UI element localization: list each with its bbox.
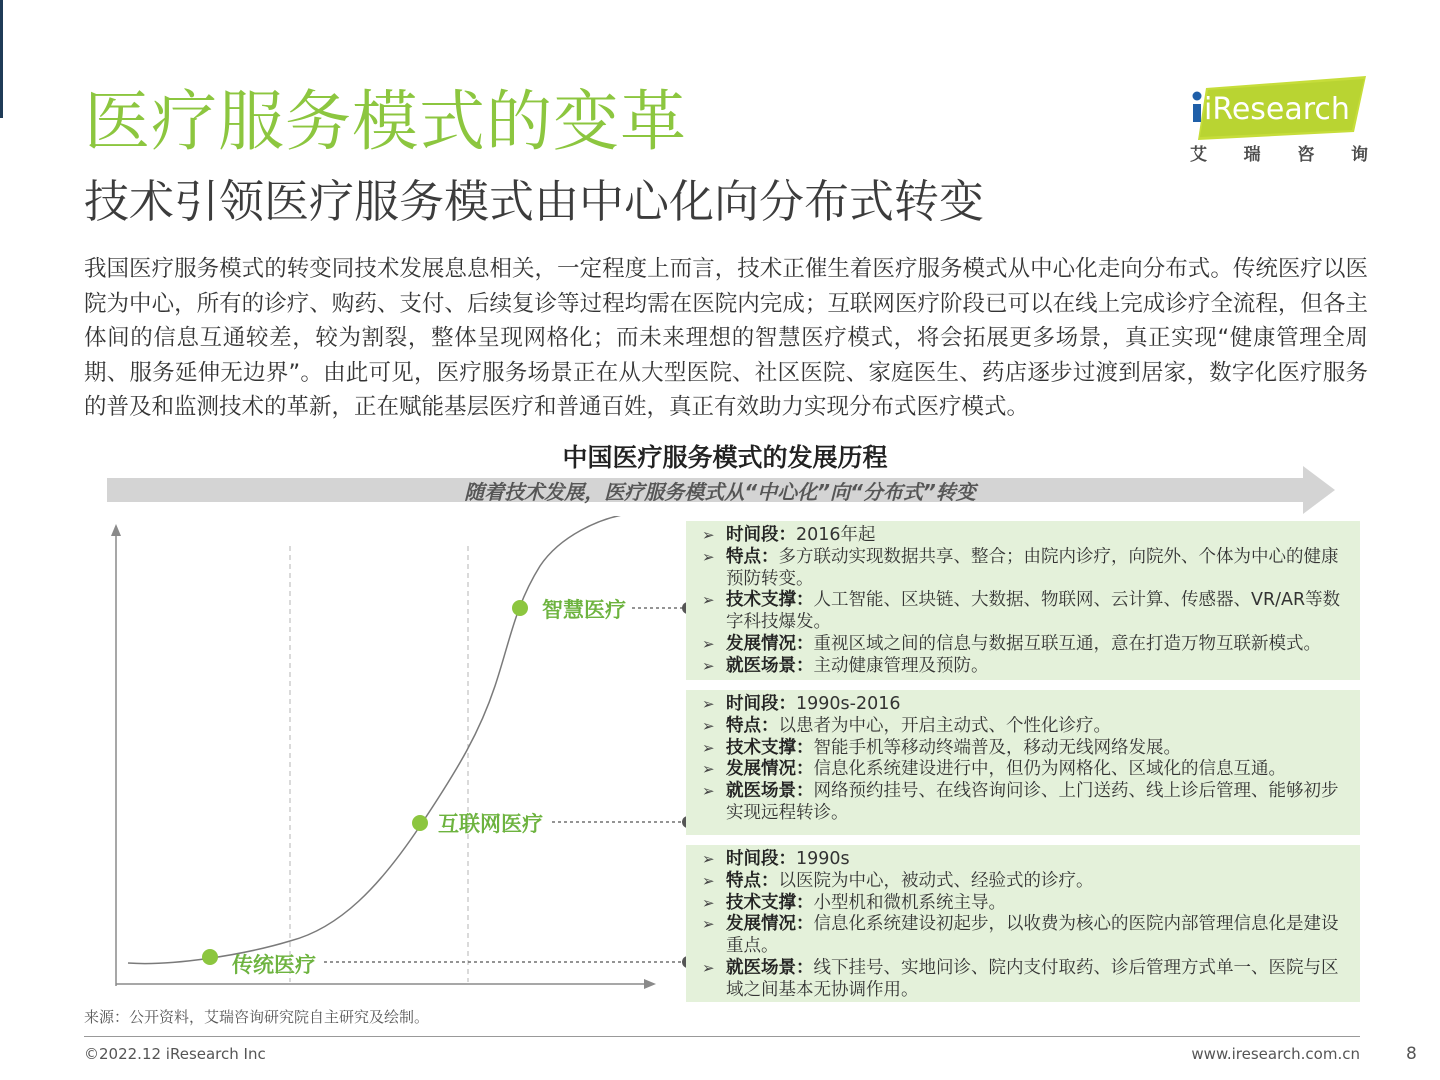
trend-arrow-label: 随着技术发展，医疗服务模式从“中心化”向“分布式”转变 (464, 480, 976, 504)
stage-dot-traditional (202, 949, 218, 965)
chevron-right-icon: ➢ (702, 547, 715, 566)
chevron-right-icon: ➢ (702, 850, 715, 868)
page-number: 8 (1406, 1044, 1417, 1064)
chevron-right-icon: ➢ (702, 526, 715, 544)
growth-curve (128, 516, 628, 964)
stage-label-smart: 智慧医疗 (542, 598, 626, 622)
chevron-right-icon: ➢ (702, 716, 715, 735)
chevron-right-icon: ➢ (702, 958, 715, 977)
info-box-smart: ➢ 时间段：2016年起 ➢ 特点：多方联动实现数据共享、整合；由院内诊疗，向院外、个体为中心的健康预防转变。 ➢ 技术支撑：人工智能、区块链、大数据、物联网、云计算、传感器、VR/AR等数字科技爆发。 ➢ 发展情况：重视区域之间的信息与数据互联互通，意在打造万物互联新模式。 ➢ 就医场景：主动健康管理及预防。 (686, 521, 1360, 680)
svg-text:iResearch: iResearch (1204, 92, 1350, 127)
left-accent-bar (0, 0, 3, 118)
stage-label-internet: 互联网医疗 (438, 812, 543, 836)
footer-divider (84, 1036, 1360, 1037)
chart-title: 中国医疗服务模式的发展历程 (562, 443, 888, 472)
info-box-internet: ➢ 时间段：1990s-2016 ➢ 特点：以患者为中心，开启主动式、个性化诊疗。 ➢ 技术支撑：智能手机等移动终端普及，移动无线网络发展。 ➢ 发展情况：信息化系统建设进行中，但仍为网格化、区域化的信息互通。 ➢ 就医场景：网络预约挂号、在线咨询问诊、上门送药、线上诊后管理、能够初步实现远程转诊。 (686, 690, 1360, 835)
info-box-traditional: ➢ 时间段：1990s ➢ 特点：以医院为中心，被动式、经验式的诊疗。 ➢ 技术支撑：小型机和微机系统主导。 ➢ 发展情况：信息化系统建设初起步，以收费为核心的医院内部管理信息化是建设重点。 ➢ 就医场景：线下挂号、实地问诊、院内支付取药、诊后管理方式单一、医院与区域之间基本无协调作用。 (686, 845, 1360, 1002)
chevron-right-icon: ➢ (702, 871, 715, 890)
chevron-right-icon: ➢ (702, 760, 715, 779)
page-subtitle: 技术引领医疗服务模式由中心化向分布式转变 (84, 175, 985, 228)
stage-label-traditional: 传统医疗 (232, 953, 316, 977)
development-curve (100, 516, 700, 996)
copyright: ©2022.12 iResearch Inc (84, 1045, 266, 1063)
x-axis-arrow-icon (644, 979, 656, 989)
chevron-right-icon: ➢ (702, 893, 715, 912)
stage-dot-internet (412, 815, 428, 831)
chevron-right-icon: ➢ (702, 634, 715, 653)
chevron-right-icon: ➢ (702, 695, 715, 713)
page-title: 医疗服务模式的变革 (84, 83, 687, 160)
chevron-right-icon: ➢ (702, 656, 715, 675)
chevron-right-icon: ➢ (702, 782, 715, 801)
website-link[interactable]: www.iresearch.com.cn (1191, 1045, 1360, 1063)
logo-cn-text: 艾 瑞 咨 询 (1190, 145, 1368, 165)
y-axis-arrow-icon (111, 524, 121, 536)
chevron-right-icon: ➢ (702, 738, 715, 757)
intro-paragraph: 我国医疗服务模式的转变同技术发展息息相关，一定程度上而言，技术正催生着医疗服务模式从中心化走向分布式。传统医疗以医院为中心，所有的诊疗、购药、支付、后续复诊等过程均需在医院内完成；互联网医疗阶段已可以在线上完成诊疗全流程，但各主体间的信息互通较差，较为割裂，整体呈现网格化；而未来理想的智慧医疗模式，将会拓展更多场景，真正实现“健康管理全周期、服务延伸无边界”。由此可见，医疗服务场景正在从大型医院、社区医院、家庭医生、药店逐步过渡到居家，数字化医疗服务的普及和监测技术的革新，正在赋能基层医疗和普通百姓，真正有效助力实现分布式医疗模式。 (84, 256, 1368, 421)
source-note: 来源：公开资料，艾瑞咨询研究院自主研究及绘制。 (84, 1008, 430, 1026)
chevron-right-icon: ➢ (702, 591, 715, 610)
chevron-right-icon: ➢ (702, 915, 715, 934)
stage-dot-smart (512, 600, 528, 616)
